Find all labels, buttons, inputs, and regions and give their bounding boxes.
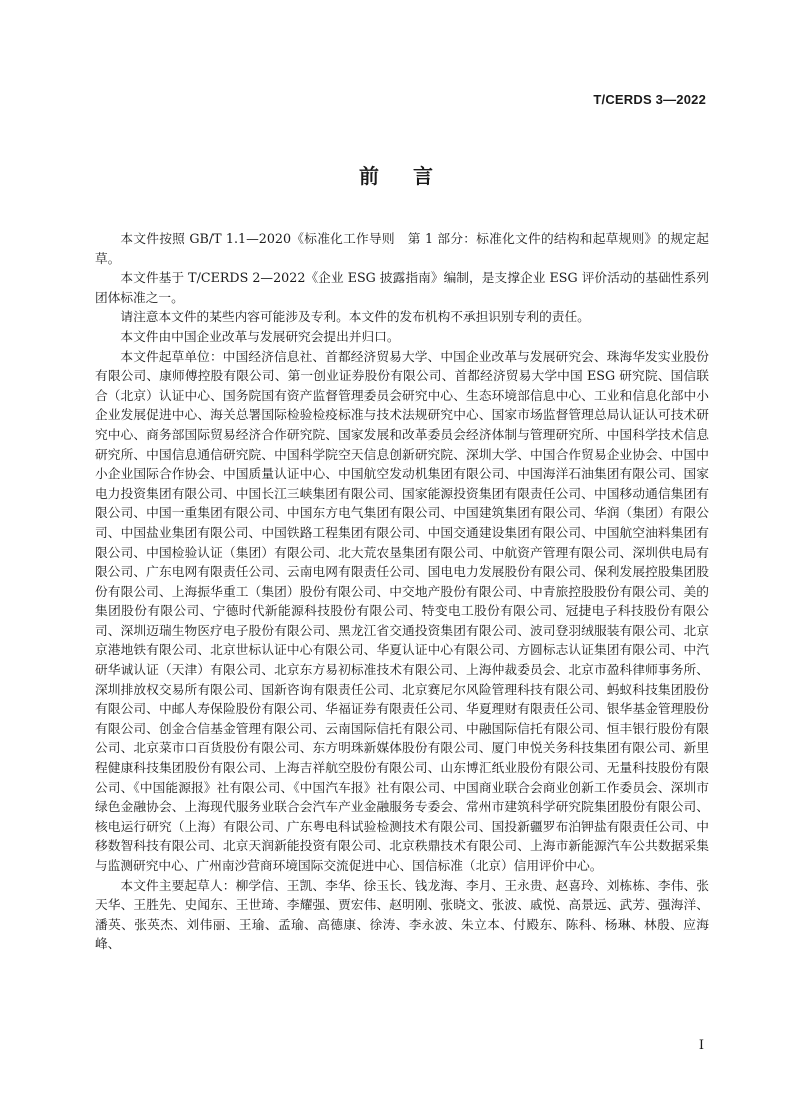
page-title: 前言 — [359, 164, 467, 188]
paragraph-drafters: 本文件主要起草人：柳学信、王凯、李华、徐玉长、钱龙海、李月、王永贵、赵喜玲、刘栋栋、李伟、张天华、王胜先、史闻东、王世琦、李耀强、贾宏伟、赵明刚、张晓文、张波、戚悦、高景远、武芳、强海洋、潘英、张英杰、刘伟丽、王瑜、孟瑜、高德康、徐涛、李永波、朱立本、付殿东、陈科、杨琳、林殷、应海峰、 — [95, 877, 709, 952]
paragraph-drafting-rules: 本文件按照 GB/T 1.1—2020《标准化工作导则 第 1 部分：标准化文件的结构和起草规则》的规定起草。 — [95, 231, 709, 266]
paragraph-drafting-units: 本文件起草单位：中国经济信息社、首都经济贸易大学、中国企业改革与发展研究会、珠海华发实业股份有限公司、康师傅控股有限公司、第一创业证券股份有限公司、首都经济贸易大学中国 ESG 研究院、国信联合（北京）认证中心、国务院国有资产监督管理委员会研究中心、生态环境部信息中心、工业和信息化部中小企业发展促进中心、海关总署国际检验检疫标准与技术法规研究中心、国家市场监督管理总局认证认可技术研究中心、商务部国际贸易经济合作研究院、国家发展和改革委员会经济体制与管理研究所、中国科学技术信息研究所、中国信息通信研究院、中国科学院空天信息创新研究院、深圳大学、中国合作贸易企业协会、中国中小企业国际合作协会、中国质量认证中心、中国航空发动机集团有限公司、中国海洋石油集团有限公司、国家电力投资集团有限公司、中国长江三峡集团有限公司、国家能源投资集团有限责任公司、中国移动通信集团有限公司、中国一重集团有限公司、中国东方电气集团有限公司、中国建筑集团有限公司、华润（集团）有限公司、中国盐业集团有限公司、中国铁路工程集团有限公司、中国交通建设集团有限公司、中国航空油料集团有限公司、中国检验认证（集团）有限公司、北大荒农垦集团有限公司、中航资产管理有限公司、深圳供电局有限公司、广东电网有限责任公司、云南电网有限责任公司、国电电力发展股份有限公司、保利发展控股集团股份有限公司、上海振华重工（集团）股份有限公司、中交地产股份有限公司、中青旅控股股份有限公司、美的集团股份有限公司、宁德时代新能源科技股份有限公司、特变电工股份有限公司、冠捷电子科技股份有限公司、深圳迈瑞生物医疗电子股份有限公司、黑龙江省交通投资集团有限公司、波司登羽绒服装有限公司、北京京港地铁有限公司、北京世标认证中心有限公司、华夏认证中心有限公司、方圆标志认证集团有限公司、中汽研华诚认证（天津）有限公司、北京东方易初标准技术有限公司、上海仲裁委员会、北京市盈科律师事务所、深圳排放权交易所有限公司、国新咨询有限责任公司、北京赛尼尔风险管理科技有限公司、蚂蚁科技集团股份有限公司、中邮人寿保险股份有限公司、华福证券有限责任公司、华夏理财有限责任公司、银华基金管理股份有限公司、创金合信基金管理有限公司、云南国际信托有限公司、中融国际信托有限公司、恒丰银行股份有限公司、北京菜市口百货股份有限公司、东方明珠新媒体股份有限公司、厦门申悦关务科技集团有限公司、新里程健康科技集团股份有限公司、上海吉祥航空股份有限公司、山东博汇纸业股份有限公司、无量科技股份有限公司、《中国能源报》社有限公司、《中国汽车报》社有限公司、中国商业联合会商业创新工作委员会、深圳市绿色金融协会、上海现代服务业联合会汽车产业金融服务专委会、常州市建筑科学研究院集团股份有限公司、核电运行研究（上海）有限公司、广东粤电科试验检测技术有限公司、国投新疆罗布泊钾盐有限责任公司、中移数智科技有限公司、北京天润新能投资有限公司、北京秩鼎技术有限公司、上海市新能源汽车公共数据采集与监测研究中心、广州南沙营商环境国际交流促进中心、国信标准（北京）信用评价中心。 — [95, 348, 709, 873]
paragraph-proposer: 本文件由中国企业改革与发展研究会提出并归口。 — [120, 328, 400, 344]
page-number: I — [698, 1038, 704, 1053]
paragraph-basis: 本文件基于 T/CERDS 2—2022《企业 ESG 披露指南》编制，是支撑企业 ESG 评价活动的基础性系列团体标准之一。 — [95, 270, 709, 305]
paragraph-patent-notice: 请注意本文件的某些内容可能涉及专利。本文件的发布机构不承担识别专利的责任。 — [120, 309, 590, 325]
foreword-body — [95, 229, 709, 954]
standard-code: T/CERDS 3—2022 — [593, 92, 706, 107]
